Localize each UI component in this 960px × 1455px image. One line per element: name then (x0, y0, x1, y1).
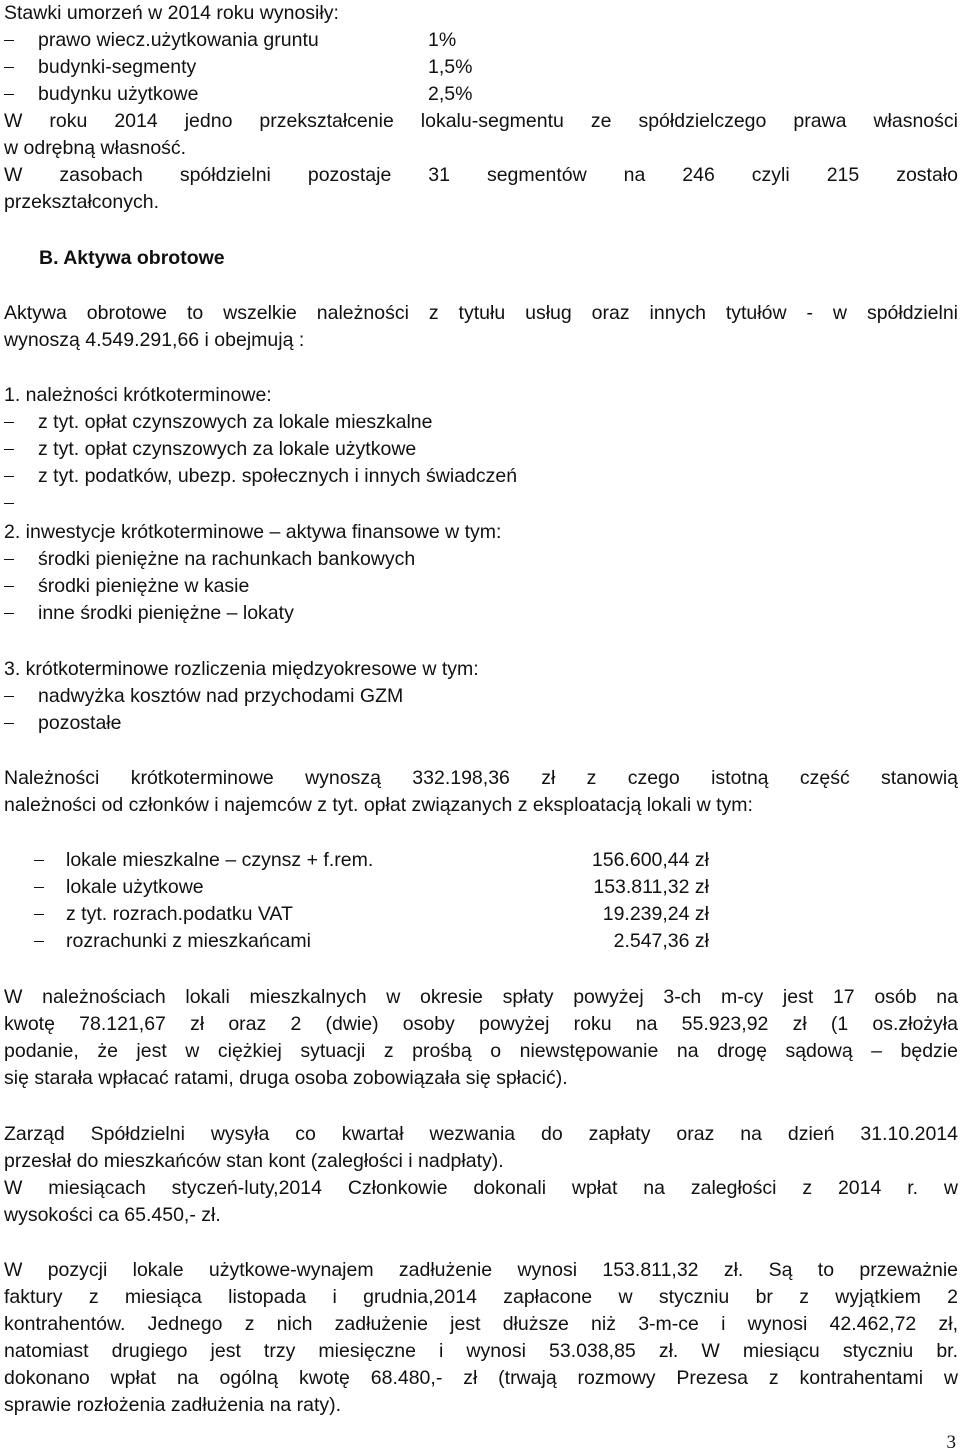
list-item-text: z tyt. opłat czynszowych za lokale mieszkalne (38, 411, 433, 433)
receivable-amount: 19.239,24 zł (602, 903, 709, 925)
dash-bullet (4, 600, 14, 627)
paragraph-line: W należnościach lokali mieszkalnych w okresie spłaty powyżej 3-ch m-cy jest 17 osób na (4, 986, 958, 1008)
list-item-text: nadwyżka kosztów nad przychodami GZM (38, 685, 404, 707)
rate-value: 1% (428, 29, 457, 51)
dash-bullet (4, 490, 14, 517)
dash-bullet (4, 546, 14, 573)
dash-bullet (4, 463, 14, 490)
dash-bullet (34, 847, 44, 874)
list-item-empty (4, 490, 44, 517)
list-title: 1. należności krótkoterminowe: (4, 384, 272, 406)
paragraph-line: Należności krótkoterminowe wynoszą 332.198,36 zł z czego istotną część stanowią (4, 767, 958, 789)
list-item-text: inne środki pieniężne – lokaty (38, 602, 294, 624)
dash-bullet (34, 901, 44, 928)
list-title: 3. krótkoterminowe rozliczenia międzyokresowe w tym: (4, 658, 479, 680)
dash-bullet (34, 874, 44, 901)
receivable-label: z tyt. rozrach.podatku VAT (66, 903, 293, 925)
paragraph-line: W zasobach spółdzielni pozostaje 31 segmentów na 246 czyli 215 zostało (4, 164, 958, 186)
rate-value: 2,5% (428, 83, 473, 105)
rate-label: budynku użytkowe (38, 83, 199, 105)
paragraph-line: W miesiącach styczeń-luty,2014 Członkowie dokonali wpłat na zaległości z 2014 r. w (4, 1177, 958, 1199)
section-heading: B. Aktywa obrotowe (39, 247, 225, 269)
list-item (4, 710, 704, 737)
receivable-label: rozrachunki z mieszkańcami (66, 930, 311, 952)
dash-bullet (4, 710, 14, 737)
dash-bullet (4, 409, 14, 436)
list-item (4, 600, 704, 627)
paragraph-line: przesłał do mieszkańców stan kont (zaległości i nadpłaty). (4, 1150, 504, 1172)
list-item-text: z tyt. opłat czynszowych za lokale użytkowe (38, 438, 417, 460)
dash-bullet (4, 573, 14, 600)
list-item (4, 683, 704, 710)
list-item (4, 546, 704, 573)
receivable-amount: 2.547,36 zł (613, 930, 709, 952)
paragraph-line: natomiast drugiego jest trzy miesięczne i wynosi 53.038,85 zł. W miesiącu styczniu br. (4, 1340, 958, 1362)
paragraph-line: W pozycji lokale użytkowe-wynajem zadłużenie wynosi 153.811,32 zł. Są to przeważnie (4, 1259, 958, 1281)
table-row (4, 874, 958, 901)
paragraph-line: należności od członków i najemców z tyt. opłat związanych z eksploatacją lokali w tym: (4, 794, 753, 816)
dash-bullet (4, 436, 14, 463)
rate-value: 1,5% (428, 56, 473, 78)
dash-bullet (4, 683, 14, 710)
paragraph-line: sprawie rozłożenia zadłużenia na raty). (4, 1394, 342, 1416)
paragraph-line: przekształconych. (4, 191, 159, 213)
receivable-amount: 153.811,32 zł (593, 876, 709, 898)
paragraph-line: W roku 2014 jedno przekształcenie lokalu-segmentu ze spółdzielczego prawa własności (4, 110, 958, 132)
paragraph-line: podanie, że jest w ciężkiej sytuacji z prośbą o niewstępowanie na drogę sądową – będzie (4, 1040, 958, 1062)
list-item-text: z tyt. podatków, ubezp. społecznych i innych świadczeń (38, 465, 518, 487)
page-number: 3 (946, 1432, 956, 1453)
paragraph-line: kwotę 78.121,67 zł oraz 2 (dwie) osoby powyżej roku na 55.923,92 zł (1 os.złożyła (4, 1013, 958, 1035)
paragraph-line: wynoszą 4.549.291,66 i obejmują : (4, 329, 305, 351)
dash-bullet (4, 81, 14, 108)
dash-bullet (4, 27, 14, 54)
list-item (4, 463, 704, 490)
list-item (4, 54, 604, 81)
list-item-text: pozostałe (38, 712, 122, 734)
receivable-label: lokale użytkowe (66, 876, 204, 898)
paragraph-line: faktury z miesiąca listopada i grudnia,2014 zapłacone w styczniu br z wyjątkiem 2 (4, 1286, 958, 1308)
table-row (4, 901, 958, 928)
list-item (4, 436, 704, 463)
list-title: 2. inwestycje krótkoterminowe – aktywa finansowe w tym: (4, 521, 502, 543)
paragraph-line: kontrahentów. Jednego z nich zadłużenie jest dłuższe niż 3-m-ce i wynosi 42.462,72 zł, (4, 1313, 958, 1335)
receivable-label: lokale mieszkalne – czynsz + f.rem. (66, 849, 374, 871)
dash-bullet (4, 54, 14, 81)
list-item (4, 573, 704, 600)
list-item-text: środki pieniężne na rachunkach bankowych (38, 548, 416, 570)
table-row (4, 847, 958, 874)
paragraph-line: wysokości ca 65.450,- zł. (4, 1204, 221, 1226)
paragraph-line: w odrębną własność. (4, 137, 187, 159)
dash-bullet (34, 928, 44, 955)
paragraph-line: się starała wpłacać ratami, druga osoba zobowiązała się spłacić). (4, 1067, 568, 1089)
list-item (4, 409, 704, 436)
list-item (4, 81, 604, 108)
paragraph-line: Aktywa obrotowe to wszelkie należności z tytułu usług oraz innych tytułów - w spółdzielni (4, 302, 958, 324)
receivable-amount: 156.600,44 zł (591, 849, 709, 871)
rates-title: Stawki umorzeń w 2014 roku wynosiły: (4, 2, 339, 24)
rate-label: budynki-segmenty (38, 56, 197, 78)
list-item (4, 27, 604, 54)
list-item-text: środki pieniężne w kasie (38, 575, 250, 597)
rate-label: prawo wiecz.użytkowania gruntu (38, 29, 319, 51)
table-row (4, 928, 958, 955)
paragraph-line: dokonano wpłat na ogólną kwotę 68.480,- zł (trwają rozmowy Prezesa z kontrahentami w (4, 1367, 958, 1389)
paragraph-line: Zarząd Spółdzielni wysyła co kwartał wezwania do zapłaty oraz na dzień 31.10.2014 (4, 1123, 958, 1145)
